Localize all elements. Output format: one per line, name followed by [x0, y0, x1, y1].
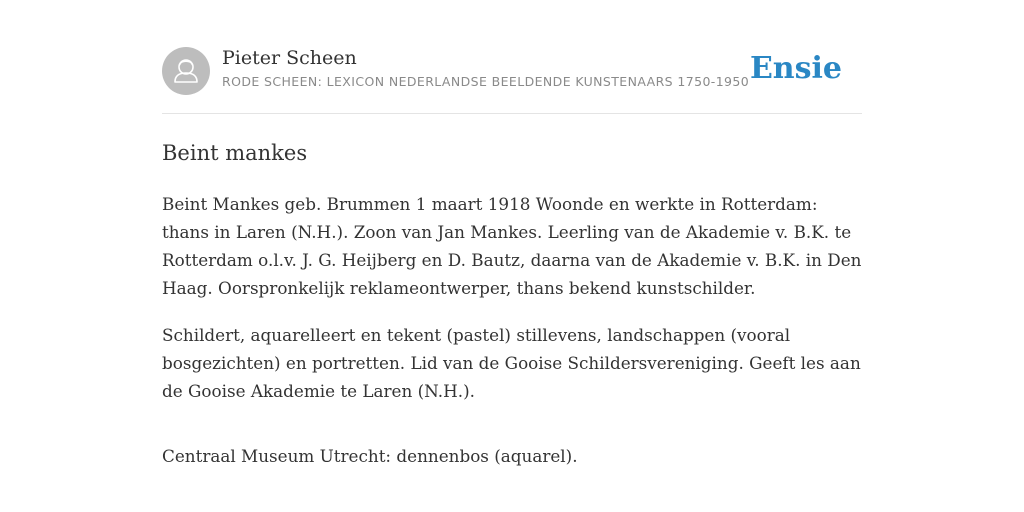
header-divider: [162, 113, 862, 114]
avatar[interactable]: [162, 47, 210, 95]
brand-logo[interactable]: Ensie: [749, 51, 842, 86]
article-title: Beint mankes: [162, 141, 308, 165]
author-name[interactable]: Pieter Scheen: [222, 47, 357, 69]
user-icon: [162, 47, 210, 95]
source-title[interactable]: RODE SCHEEN: LEXICON NEDERLANDSE BEELDENDE KUNSTENAARS 1750-1950: [222, 74, 750, 89]
article-paragraph: Schildert, aquarelleert en tekent (pastel) stillevens, landschappen (vooral bosgezichten) en portretten. Lid van de Gooise Schildersvereniging. Geeft les aan de Gooise Akademie te Laren (N.H.).: [162, 325, 861, 401]
header: [162, 46, 862, 96]
article-paragraph: Centraal Museum Utrecht: dennenbos (aquarel).: [162, 446, 578, 466]
article-body: [162, 190, 862, 489]
article-paragraph: Beint Mankes geb. Brummen 1 maart 1918 Woonde en werkte in Rotterdam: thans in Laren (N.H.). Zoon van Jan Mankes. Leerling van de Akademie v. B.K. te Rotterdam o.l.v. J. G. Heijberg en D. Bautz, daarna van de Akademie v. B.K. in Den Haag. Oorspronkelijk reklameontwerper, thans bekend kunstschilder.: [162, 194, 862, 298]
